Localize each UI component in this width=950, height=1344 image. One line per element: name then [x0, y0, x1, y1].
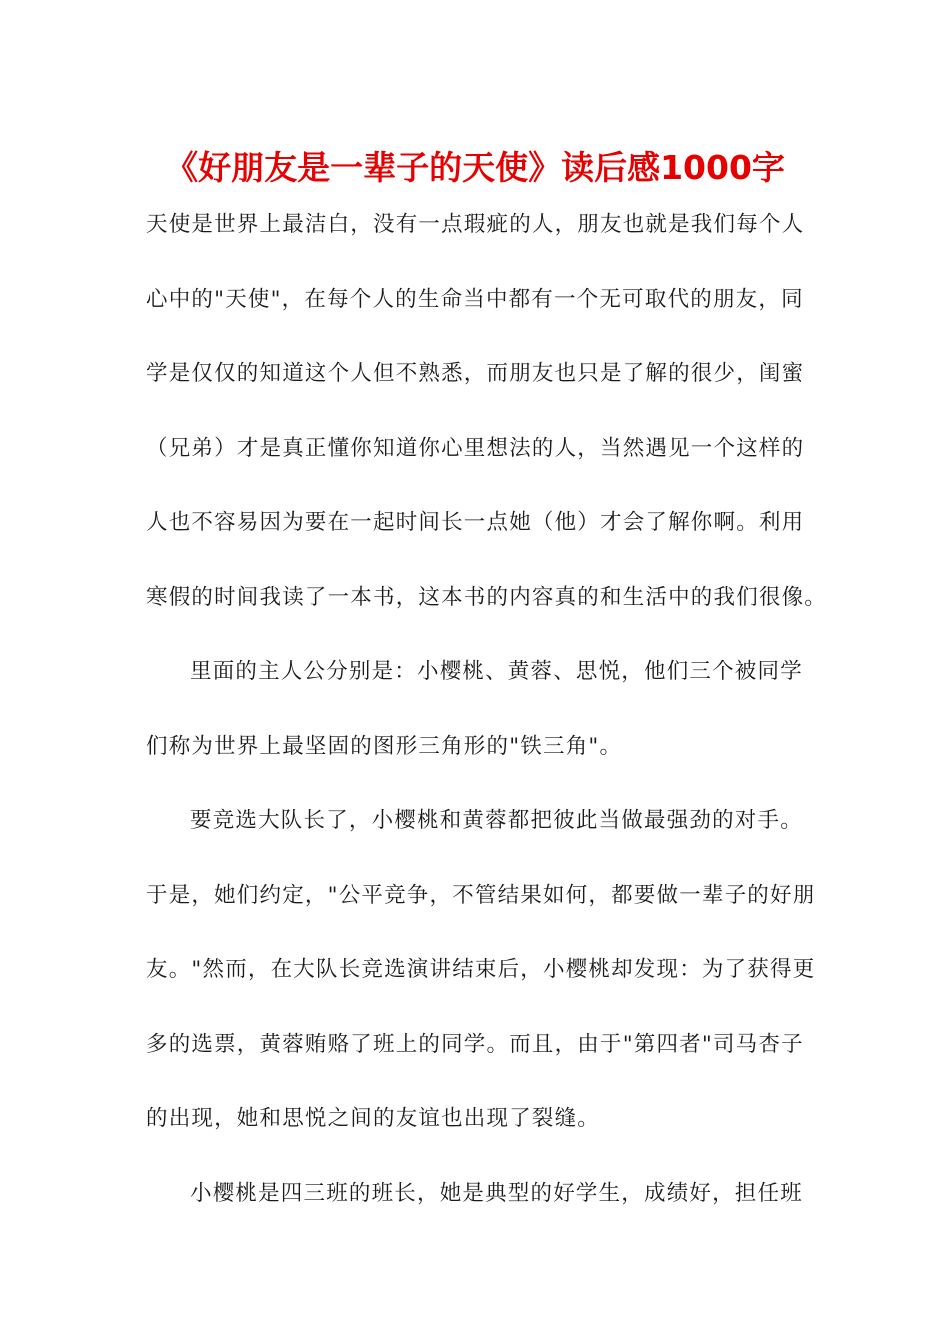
paragraph-line: 学是仅仅的知道这个人但不熟悉，而朋友也只是了解的很少，闺蜜 [146, 361, 805, 386]
paragraph-line: 的出现，她和思悦之间的友谊也出现了裂缝。 [146, 1106, 601, 1131]
paragraph-line: 要竞选大队长了，小樱桃和黄蓉都把彼此当做最强劲的对手。 [190, 808, 803, 833]
paragraph-line: 人也不容易因为要在一起时间长一点她（他）才会了解你啊。利用 [146, 510, 805, 535]
paragraph-line: （兄弟）才是真正懂你知道你心里想法的人，当然遇见一个这样的 [146, 435, 805, 461]
paragraph-line: 里面的主人公分别是：小樱桃、黄蓉、思悦，他们三个被同学 [190, 659, 803, 684]
paragraph-line: 寒假的时间我读了一本书，这本书的内容真的和生活中的我们很像。 [146, 584, 828, 610]
paragraph-line: 小樱桃是四三班的班长，她是典型的好学生，成绩好，担任班 [190, 1180, 803, 1206]
paragraph-line: 多的选票，黄蓉贿赂了班上的同学。而且，由于"第四者"司马杏子 [146, 1031, 804, 1057]
document-title: 《好朋友是一辈子的天使》读后感1000字 [165, 148, 785, 187]
paragraph-line: 于是，她们约定，"公平竞争，不管结果如何，都要做一辈子的好朋 [146, 882, 816, 908]
paragraph-line: 心中的"天使"，在每个人的生命当中都有一个无可取代的朋友，同 [146, 286, 804, 312]
paragraph-line: 们称为世界上最坚固的图形三角形的"铁三角"。 [146, 733, 623, 759]
paragraph-line: 友。"然而，在大队长竞选演讲结束后，小樱桃却发现：为了获得更 [146, 957, 816, 982]
document-body [146, 200, 828, 1243]
paragraph-line: 天使是世界上最洁白，没有一点瑕疵的人，朋友也就是我们每个人 [146, 212, 805, 237]
